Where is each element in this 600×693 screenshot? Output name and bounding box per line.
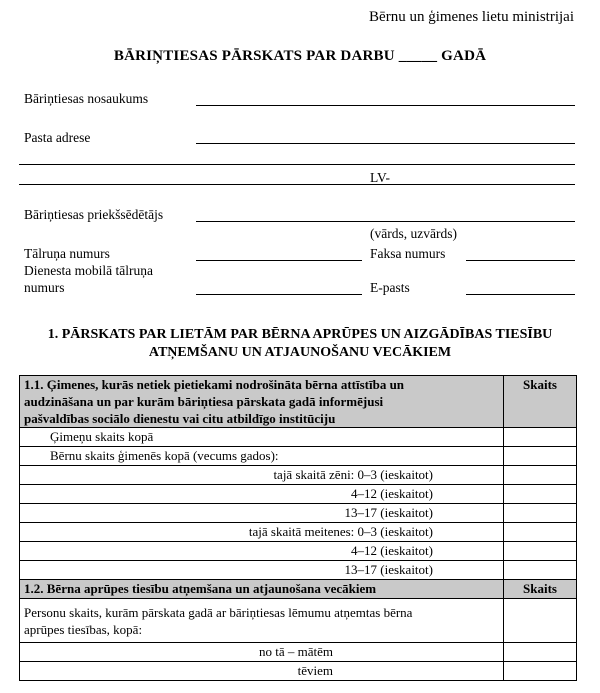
- girls-0-3-label: tajā skaitā meitenes: 0–3 (ieskaitot): [20, 523, 504, 542]
- table-row: [20, 643, 577, 662]
- families-total-cell[interactable]: [504, 428, 577, 447]
- section-1-1-header: [20, 376, 504, 428]
- section-1-2-header: 1.2. Bērna aprūpes tiesību atņemšana un atjaunošana vecākiem: [20, 580, 504, 599]
- mobile-label-line1: Dienesta mobilā tālruņa: [24, 263, 153, 278]
- girls-4-12-label: 4–12 (ieskaitot): [20, 542, 504, 561]
- boys-4-12-label: 4–12 (ieskaitot): [20, 485, 504, 504]
- section-1-title-line2: ATŅEMŠANU UN ATJAUNOŠANU VECĀKIEM: [148, 345, 452, 360]
- postal-code-field[interactable]: [19, 184, 575, 185]
- children-total-cell[interactable]: [504, 447, 577, 466]
- mothers-label: no tā – mātēm: [20, 643, 504, 662]
- table-row: [20, 599, 577, 643]
- boys-13-17-label: 13–17 (ieskaitot): [20, 504, 504, 523]
- count-header-2: Skaits: [504, 580, 577, 599]
- postal-address-label: Pasta adrese: [24, 130, 91, 145]
- mobile-label-line2: numurs: [24, 280, 65, 295]
- families-total-label: Ģimeņu skaits kopā: [20, 428, 504, 447]
- email-label: E-pasts: [370, 280, 410, 295]
- boys-0-3-cell[interactable]: [504, 466, 577, 485]
- postal-code-prefix: LV-: [370, 170, 391, 185]
- section-1-title-line1: 1. PĀRSKATS PAR LIETĀM PAR BĒRNA APRŪPES UN AIZGĀDĪBAS TIESĪBU: [47, 327, 553, 342]
- fax-field[interactable]: [466, 260, 575, 261]
- girls-0-3-cell[interactable]: [504, 523, 577, 542]
- ministry-addressee: Bērnu un ģimenes lietu ministrijai: [369, 9, 574, 25]
- boys-0-3-label: tajā skaitā zēni: 0–3 (ieskaitot): [20, 466, 504, 485]
- table-row: [20, 428, 577, 447]
- phone-field[interactable]: [196, 260, 362, 261]
- table-row: [20, 504, 577, 523]
- girls-4-12-cell[interactable]: [504, 542, 577, 561]
- persons-total-cell[interactable]: [504, 599, 577, 643]
- section-1-1-header-row: [20, 376, 577, 428]
- persons-total-label: [20, 599, 504, 643]
- boys-13-17-cell[interactable]: [504, 504, 577, 523]
- fathers-label: tēviem: [20, 662, 504, 681]
- phone-label: Tālruņa numurs: [24, 246, 110, 261]
- table-row: [20, 447, 577, 466]
- section-1-1-line2: audzināšana un par kurām bāriņtiesa pārskata gadā informējusi: [24, 394, 384, 409]
- postal-address-field[interactable]: [196, 143, 575, 144]
- table-row: [20, 662, 577, 681]
- report-title: BĀRIŅTIESAS PĀRSKATS PAR DARBU _____ GADĀ: [113, 48, 487, 64]
- boys-4-12-cell[interactable]: [504, 485, 577, 504]
- table-row: [20, 561, 577, 580]
- postal-address-field-2[interactable]: [19, 164, 575, 165]
- section-1-1-line1: 1.1. Ģimenes, kurās netiek pietiekami nodrošināta bērna attīstība un: [24, 377, 405, 392]
- court-name-label: Bāriņtiesas nosaukums: [24, 91, 149, 106]
- table-row: [20, 485, 577, 504]
- persons-total-line1: Personu skaits, kurām pārskata gadā ar bāriņtiesas lēmumu atņemtas bērna: [24, 605, 413, 620]
- count-header: Skaits: [504, 376, 577, 428]
- court-name-field[interactable]: [196, 105, 575, 106]
- girls-13-17-label: 13–17 (ieskaitot): [20, 561, 504, 580]
- mothers-cell[interactable]: [504, 643, 577, 662]
- persons-total-line2: aprūpes tiesības, kopā:: [24, 622, 143, 637]
- table-row: [20, 523, 577, 542]
- section-1-title: [0, 326, 600, 362]
- girls-13-17-cell[interactable]: [504, 561, 577, 580]
- report-table: [19, 375, 577, 681]
- table-row: [20, 542, 577, 561]
- email-field[interactable]: [466, 294, 575, 295]
- children-total-label: Bērnu skaits ģimenēs kopā (vecums gados):: [20, 447, 504, 466]
- section-1-2-header-row: [20, 580, 577, 599]
- fax-label: Faksa numurs: [370, 246, 446, 261]
- chairman-field[interactable]: [196, 221, 575, 222]
- section-1-1-line3: pašvaldības sociālo dienestu vai citu atbildīgo institūciju: [24, 411, 336, 426]
- fathers-cell[interactable]: [504, 662, 577, 681]
- table-row: [20, 466, 577, 485]
- chairman-label: Bāriņtiesas priekšsēdētājs: [24, 207, 164, 222]
- chairman-hint: (vārds, uzvārds): [370, 226, 457, 241]
- mobile-field[interactable]: [196, 294, 362, 295]
